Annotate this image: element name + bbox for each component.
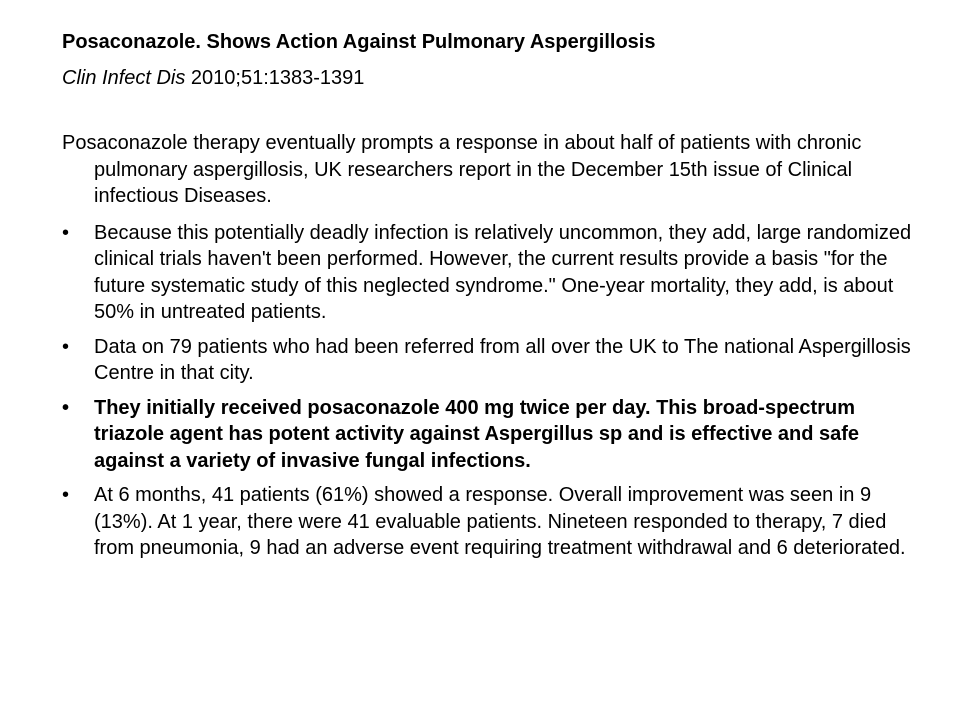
bullet-icon: •	[62, 396, 70, 419]
slide-body	[62, 130, 922, 570]
bullet-item-bold	[62, 395, 922, 475]
citation	[62, 64, 364, 92]
citation-details: 2010;51:1383-1391	[185, 67, 365, 89]
bullet-icon: •	[62, 221, 70, 244]
intro-paragraph: Posaconazole therapy eventually prompts a response in about half of patients with chronic pulmonary aspergillosis, UK researchers report in the December 15th issue of Clinical infectious Diseases.	[62, 132, 862, 207]
bullet-item	[62, 220, 922, 326]
slide-title: Posaconazole. Shows Action Against Pulmonary Aspergillosis	[62, 31, 656, 53]
bullet-item	[62, 334, 922, 387]
bullet-text: They initially received posaconazole 400 mg twice per day. This broad-spectrum triazole agent has potent activity against Aspergillus sp and is effective and safe against a variety of invasive fungal infections.	[94, 396, 860, 472]
citation-journal: Clin Infect Dis	[62, 67, 186, 89]
bullet-text: At 6 months, 41 patients (61%) showed a response. Overall improvement was seen in 9 (13%). At 1 year, there were 41 evaluable patients. Nineteen responded to therapy, 7 died from pneumonia, 9 had an adverse event requiring treatment withdrawal and 6 deteriorated.	[94, 484, 906, 559]
bullet-icon: •	[62, 335, 70, 358]
bullet-item	[62, 482, 922, 562]
bullet-text: Because this potentially deadly infection is relatively uncommon, they add, large randomized clinical trials haven't been performed. However, the current results provide a basis "for the future systematic study of this neglected syndrome." One-year mortality, they add, is about 50% in untreated patients.	[94, 221, 912, 323]
bullet-icon: •	[62, 484, 70, 506]
bullet-text: Data on 79 patients who had been referred from all over the UK to The national Aspergillosis Centre in that city.	[94, 335, 911, 384]
